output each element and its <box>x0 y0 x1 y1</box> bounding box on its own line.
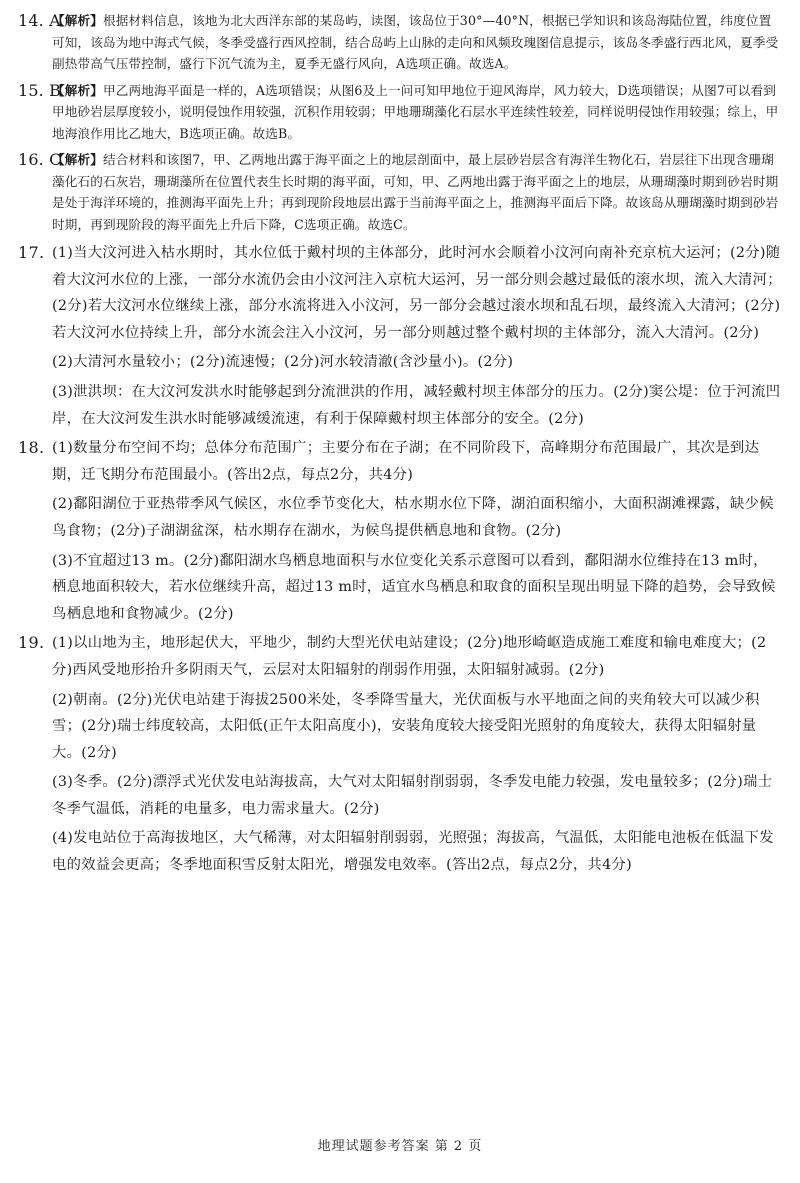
answer-16 <box>18 149 782 235</box>
answer-19-part-2: (2)朝南。(2分)光伏电站建于海拔2500米处，冬季降雪量大，光伏面板与水平地面之间的夹角较大可以减少积雪；(2分)瑞士纬度较高，太阳低(正午太阳高度小)，安装角度较大接受阳光照射的角度较大，获得太阳辐射量大。(2分) <box>52 691 760 761</box>
page-footer: 地理试题参考答案 第 2 页 <box>317 1139 483 1154</box>
answer-14-number: 14. A <box>18 11 61 30</box>
analysis-tag: 【解析】 <box>52 13 103 28</box>
answer-14 <box>18 10 782 75</box>
answer-18-part-1: (1)数量分布空间不均；总体分布范围广；主要分布在子湖；在不同阶段下，高峰期分布范围最广，其次是到达期，迁飞期分布范围最小。(答出2点，每点2分，共4分) <box>52 440 760 483</box>
answer-18 <box>18 435 782 627</box>
answer-15-text: 甲乙两地海平面是一样的，A选项错误；从图6及上一问可知甲地位于迎风海岸，风力较大，D选项错误；从图7可以看到甲地砂岩层厚度较小，说明侵蚀作用较强，沉积作用较弱；甲地珊瑚藻化石层水平连续性较差，同样说明侵蚀作用较强；综上，甲地海浪作用比乙地大，B选项正确。故选B。 <box>52 82 779 141</box>
answer-19 <box>18 630 782 878</box>
answer-18-number: 18. <box>18 438 45 458</box>
analysis-tag: 【解析】 <box>52 152 103 167</box>
answer-17-part-2: (2)大清河水量较小；(2分)流速慢；(2分)河水较清澈(含沙量小)。(2分) <box>52 354 514 371</box>
answer-19-part-4: (4)发电站位于高海拔地区，大气稀薄，对太阳辐射削弱弱，光照强；海拔高，气温低，太阳能电池板在低温下发电的效益会更高；冬季地面积雪反射太阳光，增强发电效率。(答出2点，每点2分，共4分) <box>52 830 774 874</box>
answer-18-part-3: (3)不宜超过13 m。(2分)鄱阳湖水鸟栖息地面积与水位变化关系示意图可以看到，鄱阳湖水位维持在13 m时，栖息地面积较大，若水位继续升高，超过13 m时，适宜水鸟栖息和取食的面积呈现出明显下降的趋势，会导致候鸟栖息地和食物减少。(2分) <box>52 552 776 622</box>
answer-16-number: 16. C <box>18 150 62 169</box>
answer-17-part-3: (3)泄洪坝：在大汶河发洪水时能够起到分流泄洪的作用，减轻戴村坝主体部分的压力。(2分)窦公堤：位于河流凹岸，在大汶河发生洪水时能够减缓流速，有利于保障戴村坝主体部分的安全。(2分) <box>52 383 781 427</box>
answer-16-text: 结合材料和该图7，甲、乙两地出露于海平面之上的地层剖面中，最上层砂岩层含有海洋生物化石，岩层往下出现含珊瑚藻化石的石灰岩，珊瑚藻所在位置代表生长时期的海平面，可知，甲、乙两地出露于海平面之上的地层，从珊瑚藻时期到砂岩时期是处于海洋环境的，推测海平面先上升；再到现阶段地层出露于当前海平面之上，推测海平面后下降。故该岛从珊瑚藻时期到砂岩时期，再到现阶段的海平面先上升后下降，C选项正确。故选C。 <box>52 152 779 232</box>
answer-19-number: 19. <box>18 633 45 653</box>
answer-14-text: 根据材料信息，该地为北大西洋东部的某岛屿，读图，该岛位于30°—40°N，根据已学知识和该岛海陆位置，纬度位置可知，该岛为地中海式气候，冬季受盛行西风控制，结合岛屿上山脉的走向和风频玫瑰图信息提示，该岛冬季盛行西北风，夏季受副热带高气压带控制，盛行下沉气流为主，夏季无盛行风向，A选项正确。故选A。 <box>52 13 779 71</box>
answer-17 <box>18 240 782 432</box>
answer-15 <box>18 80 782 145</box>
answer-17-number: 17. <box>18 243 45 262</box>
answer-15-number: 15. B <box>18 80 62 100</box>
answer-18-part-2: (2)鄱阳湖位于亚热带季风气候区，水位季节变化大，枯水期水位下降，湖泊面积缩小，大面积湖滩裸露，缺少候鸟食物；(2分)子湖湖盆深，枯水期存在湖水，为候鸟提供栖息地和食物。(2分) <box>52 496 774 539</box>
answer-17-part-1: (1)当大汶河进入枯水期时，其水位低于戴村坝的主体部分，此时河水会顺着小汶河向南补充京杭大运河；(2分)随着大汶河水位的上涨，一部分水流仍会由小汶河注入京杭大运河，另一部分则会越过最低的滚水坝，流入大清河；(2分)若大汶河水位继续上涨，部分水流将进入小汶河，另一部分会越过滚水坝和乱石坝，最终流入大清河；(2分)若大汶河水位持续上升，部分水流会注入小汶河，另一部分则越过整个戴村坝的主体部分，流入大清河。(2分) <box>52 245 782 341</box>
answer-19-part-3: (3)冬季。(2分)漂浮式光伏发电站海拔高，大气对太阳辐射削弱弱，冬季发电能力较强，发电量较多；(2分)瑞士冬季气温低，消耗的电量多，电力需求量大。(2分) <box>52 774 773 817</box>
answer-19-part-1: (1)以山地为主，地形起伏大，平地少，制约大型光伏电站建设；(2分)地形崎岖造成施工难度和输电难度大；(2分)西风受地形抬升多阴雨天气，云层对太阳辐射的削弱作用强，太阳辐射减弱。(2分) <box>52 635 767 678</box>
analysis-tag: 【解析】 <box>52 82 103 98</box>
